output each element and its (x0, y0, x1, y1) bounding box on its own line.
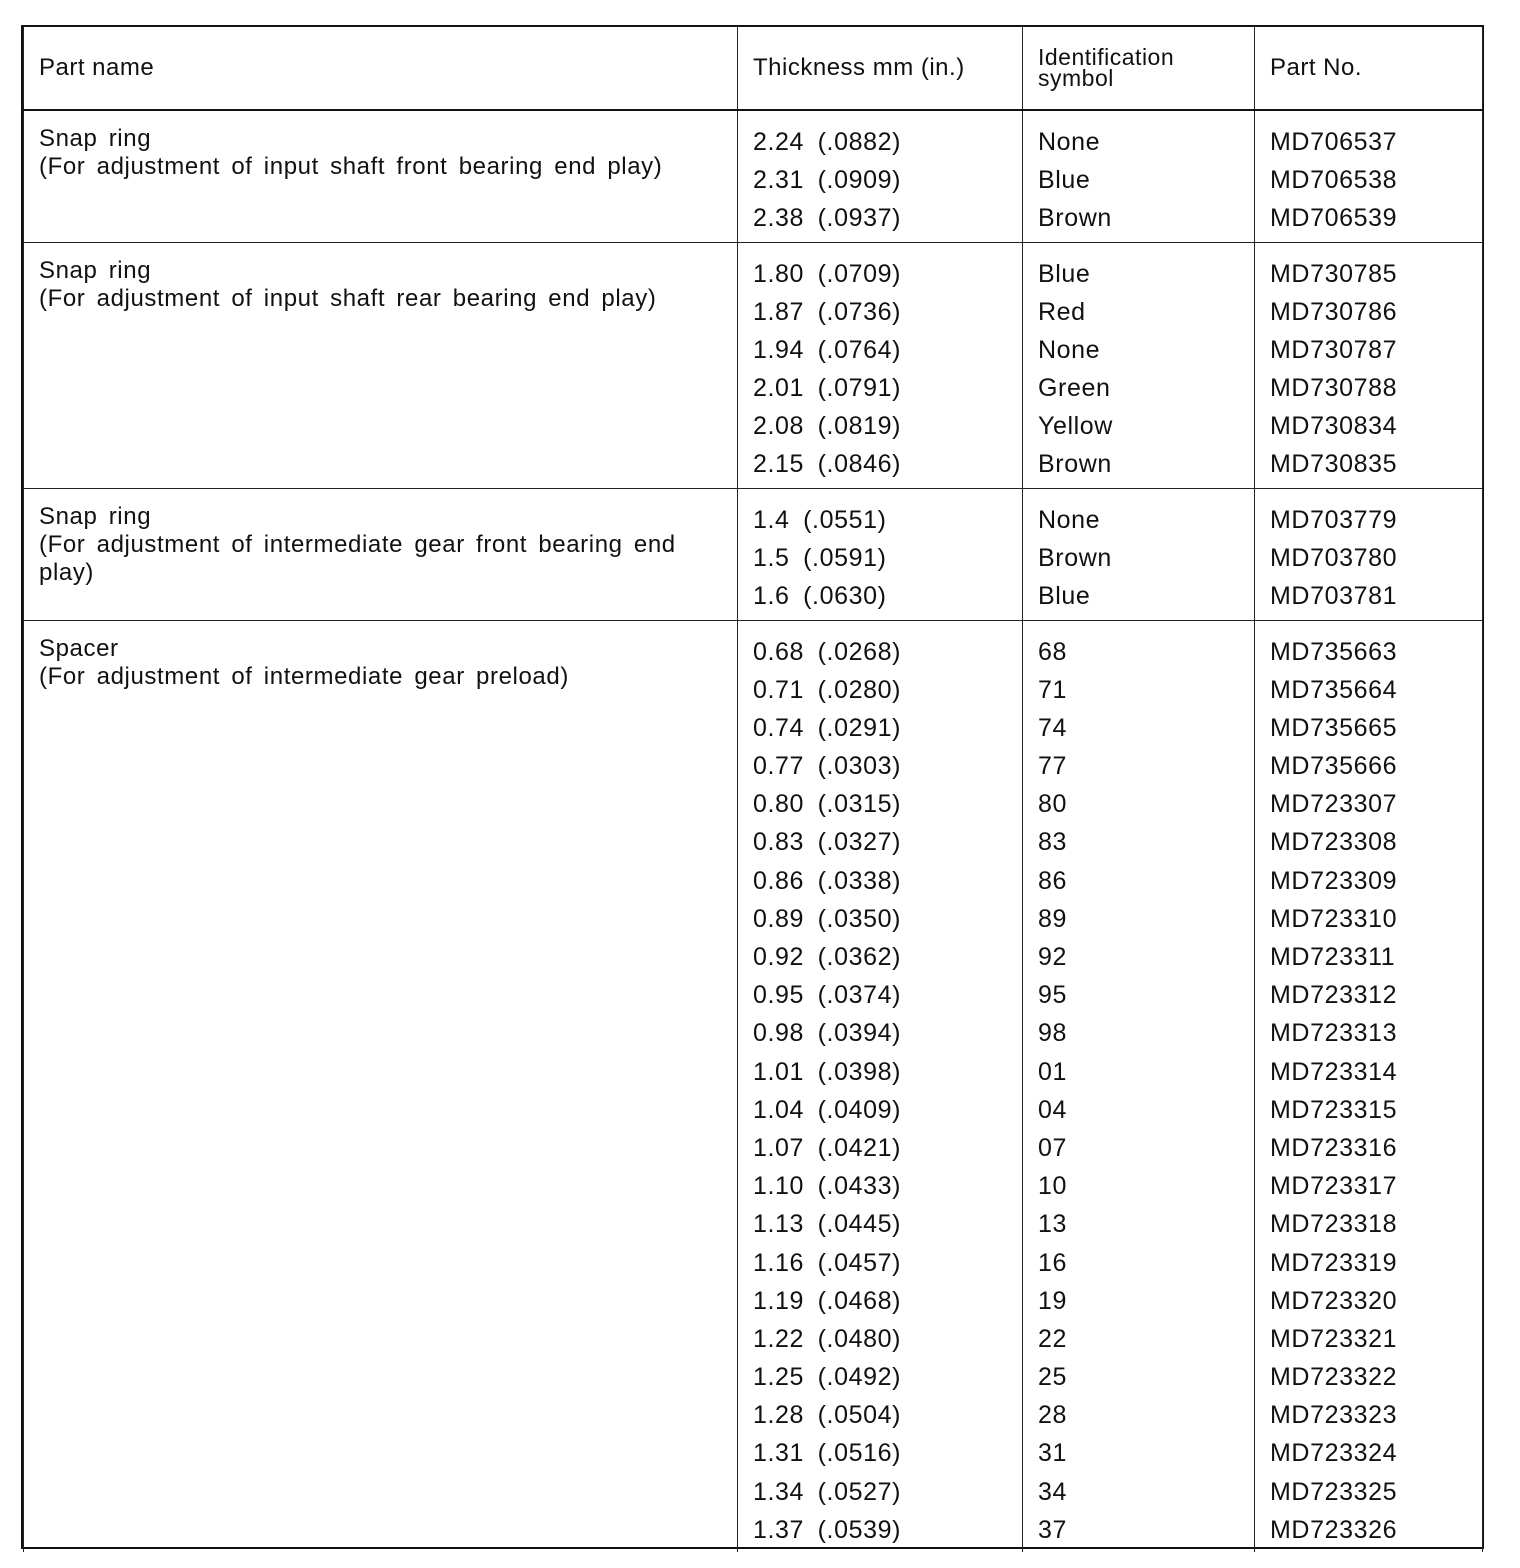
identification-symbol-value: 22 (1038, 1324, 1068, 1353)
identification-symbol-cell (1023, 242, 1255, 488)
header-identification-line2: symbol (1038, 65, 1114, 91)
part-number-list (1255, 243, 1482, 484)
part-purpose: (For adjustment of intermediate gear preload) (39, 662, 569, 690)
part-number-value: MD706537 (1270, 128, 1398, 156)
thickness-value: 1.04 (.0409) (753, 1095, 902, 1124)
header-part-name-label: Part name (39, 54, 155, 81)
thickness-value: 0.86 (.0338) (753, 866, 902, 895)
thickness-value: 0.83 (.0327) (753, 828, 902, 857)
thickness-value: 1.07 (.0421) (753, 1133, 902, 1162)
thickness-value: 1.4 (.0551) (753, 505, 887, 534)
identification-symbol-value: 04 (1038, 1095, 1068, 1124)
thickness-value: 1.5 (.0591) (753, 543, 887, 572)
identification-symbol-value: 95 (1038, 981, 1068, 1010)
thickness-value: 1.16 (.0457) (753, 1248, 902, 1277)
part-number-value: MD723322 (1270, 1363, 1398, 1392)
part-number-value: MD730834 (1270, 412, 1398, 441)
thickness-list (738, 489, 1022, 616)
part-name-cell (24, 110, 738, 242)
part-number-value: MD723325 (1270, 1477, 1398, 1506)
header-thickness (738, 27, 1023, 110)
thickness-value: 0.71 (.0280) (753, 675, 902, 704)
identification-symbol-value: 71 (1038, 675, 1068, 704)
part-number-value: MD723308 (1270, 828, 1398, 857)
part-number-value: MD706539 (1270, 204, 1398, 233)
table-row-group (24, 488, 1483, 620)
identification-symbol-value: 34 (1038, 1477, 1068, 1506)
identification-symbol-value: 68 (1038, 637, 1068, 666)
part-number-value: MD735664 (1270, 675, 1398, 704)
part-number-value: MD723315 (1270, 1095, 1398, 1124)
part-number-value: MD723324 (1270, 1439, 1398, 1468)
identification-symbol-value: 10 (1038, 1172, 1068, 1201)
part-number-list (1255, 489, 1482, 616)
part-number-value: MD723317 (1270, 1172, 1398, 1201)
part-number-value: MD703779 (1270, 505, 1398, 534)
identification-symbol-value: 86 (1038, 866, 1068, 895)
adjustment-parts-table (21, 25, 1484, 1549)
part-number-cell (1255, 242, 1483, 488)
part-name: Spacer (39, 634, 119, 662)
thickness-value: 1.31 (.0516) (753, 1439, 902, 1468)
thickness-value: 2.31 (.0909) (753, 166, 902, 195)
thickness-value: 1.94 (.0764) (753, 335, 902, 364)
thickness-cell (738, 242, 1023, 488)
identification-symbol-value: Brown (1038, 204, 1112, 233)
identification-symbol-value: Green (1038, 374, 1111, 403)
table-header-row (24, 27, 1483, 110)
part-purpose: (For adjustment of intermediate gear front bearing end play) (39, 530, 676, 586)
identification-symbol-value: 19 (1038, 1286, 1068, 1315)
part-number-value: MD723323 (1270, 1401, 1398, 1430)
identification-symbol-cell (1023, 620, 1255, 1552)
identification-symbol-value: 80 (1038, 790, 1068, 819)
part-number-value: MD735666 (1270, 752, 1398, 781)
thickness-value: 2.08 (.0819) (753, 412, 902, 441)
part-number-value: MD730786 (1270, 297, 1398, 326)
thickness-list (738, 243, 1022, 484)
identification-symbol-value: 07 (1038, 1133, 1068, 1162)
identification-symbol-value: None (1038, 335, 1101, 364)
part-purpose: (For adjustment of input shaft front bearing end play) (39, 153, 663, 180)
thickness-value: 1.13 (.0445) (753, 1210, 902, 1239)
identification-symbol-cell (1023, 110, 1255, 242)
identification-symbol-value: 83 (1038, 828, 1068, 857)
part-name: Snap ring (39, 502, 152, 530)
table-row-group (24, 242, 1483, 488)
thickness-value: 0.98 (.0394) (753, 1019, 902, 1048)
identification-symbol-list (1023, 489, 1254, 616)
thickness-value: 0.74 (.0291) (753, 713, 902, 742)
part-number-value: MD723320 (1270, 1286, 1398, 1315)
identification-symbol-value: 16 (1038, 1248, 1068, 1277)
thickness-value: 1.37 (.0539) (753, 1515, 902, 1544)
part-number-value: MD735663 (1270, 637, 1398, 666)
header-part-name (24, 27, 738, 110)
identification-symbol-list (1023, 111, 1254, 238)
identification-symbol-value: Brown (1038, 543, 1112, 572)
part-number-value: MD723316 (1270, 1133, 1398, 1162)
identification-symbol-value: Yellow (1038, 412, 1113, 441)
identification-symbol-list (1023, 243, 1254, 484)
thickness-value: 0.68 (.0268) (753, 637, 902, 666)
thickness-cell (738, 488, 1023, 620)
identification-symbol-value: 37 (1038, 1515, 1068, 1544)
identification-symbol-cell (1023, 488, 1255, 620)
thickness-value: 0.77 (.0303) (753, 752, 902, 781)
part-name-cell (24, 242, 738, 488)
part-number-value: MD723311 (1270, 943, 1396, 971)
part-number-value: MD730785 (1270, 259, 1398, 288)
part-number-value: MD735665 (1270, 713, 1398, 742)
table-row-group (24, 620, 1483, 1552)
header-identification-line1: Identification (1038, 44, 1175, 70)
header-thickness-label: Thickness mm (in.) (753, 54, 965, 81)
thickness-value: 1.28 (.0504) (753, 1401, 902, 1430)
thickness-value: 2.38 (.0937) (753, 204, 902, 233)
thickness-value: 2.01 (.0791) (753, 374, 902, 403)
identification-symbol-value: 01 (1038, 1057, 1068, 1086)
thickness-value: 2.15 (.0846) (753, 450, 902, 479)
identification-symbol-value: Red (1038, 297, 1086, 326)
identification-symbol-value: 13 (1038, 1210, 1068, 1239)
identification-symbol-value: None (1038, 505, 1101, 534)
identification-symbol-value: 25 (1038, 1363, 1068, 1392)
thickness-value: 0.92 (.0362) (753, 943, 902, 971)
part-number-value: MD723321 (1270, 1324, 1398, 1353)
part-number-value: MD723309 (1270, 866, 1398, 895)
part-number-value: MD723318 (1270, 1210, 1398, 1239)
thickness-value: 1.01 (.0398) (753, 1057, 902, 1086)
identification-symbol-value: Brown (1038, 450, 1112, 479)
thickness-value: 1.34 (.0527) (753, 1477, 902, 1506)
identification-symbol-value: 92 (1038, 943, 1068, 971)
part-number-value: MD723319 (1270, 1248, 1398, 1277)
thickness-value: 0.80 (.0315) (753, 790, 902, 819)
part-name-cell (24, 488, 738, 620)
part-number-value: MD723307 (1270, 790, 1398, 819)
thickness-cell (738, 110, 1023, 242)
thickness-value: 1.87 (.0736) (753, 297, 902, 326)
identification-symbol-value: Blue (1038, 581, 1091, 610)
thickness-value: 1.22 (.0480) (753, 1324, 902, 1353)
part-number-value: MD730835 (1270, 450, 1398, 479)
thickness-list (738, 111, 1022, 238)
table-row-group (24, 110, 1483, 242)
parts-table (23, 27, 1483, 1552)
part-number-value: MD723310 (1270, 904, 1398, 933)
thickness-value: 1.10 (.0433) (753, 1172, 902, 1201)
part-number-cell (1255, 110, 1483, 242)
part-number-value: MD703780 (1270, 543, 1398, 572)
identification-symbol-value: Blue (1038, 259, 1091, 288)
part-number-value: MD703781 (1270, 581, 1398, 610)
part-number-list (1255, 111, 1482, 238)
identification-symbol-value: None (1038, 128, 1101, 156)
part-number-value: MD723313 (1270, 1019, 1398, 1048)
thickness-value: 1.19 (.0468) (753, 1286, 902, 1315)
part-name: Snap ring (39, 256, 152, 284)
part-number-list (1255, 621, 1482, 1550)
thickness-value: 1.6 (.0630) (753, 581, 887, 610)
identification-symbol-value: 28 (1038, 1401, 1068, 1430)
thickness-cell (738, 620, 1023, 1552)
identification-symbol-value: 31 (1038, 1439, 1068, 1468)
part-name: Snap ring (39, 125, 152, 152)
identification-symbol-value: 98 (1038, 1019, 1068, 1048)
thickness-value: 0.89 (.0350) (753, 904, 902, 933)
part-number-value: MD723326 (1270, 1515, 1398, 1544)
header-identification-symbol (1023, 27, 1255, 110)
thickness-list (738, 621, 1022, 1550)
header-part-no (1255, 27, 1483, 110)
part-name-cell (24, 620, 738, 1552)
identification-symbol-value: 89 (1038, 904, 1068, 933)
identification-symbol-value: 74 (1038, 713, 1068, 742)
part-number-value: MD706538 (1270, 166, 1398, 195)
part-number-cell (1255, 620, 1483, 1552)
thickness-value: 1.25 (.0492) (753, 1363, 902, 1392)
identification-symbol-list (1023, 621, 1254, 1550)
part-number-value: MD723312 (1270, 981, 1398, 1010)
part-number-cell (1255, 488, 1483, 620)
part-number-value: MD730788 (1270, 374, 1398, 403)
thickness-value: 0.95 (.0374) (753, 981, 902, 1010)
part-number-value: MD730787 (1270, 335, 1398, 364)
identification-symbol-value: 77 (1038, 752, 1068, 781)
part-purpose: (For adjustment of input shaft rear bearing end play) (39, 284, 657, 312)
part-number-value: MD723314 (1270, 1057, 1398, 1086)
thickness-value: 1.80 (.0709) (753, 259, 902, 288)
identification-symbol-value: Blue (1038, 166, 1091, 195)
header-part-no-label: Part No. (1270, 54, 1363, 81)
thickness-value: 2.24 (.0882) (753, 128, 902, 156)
